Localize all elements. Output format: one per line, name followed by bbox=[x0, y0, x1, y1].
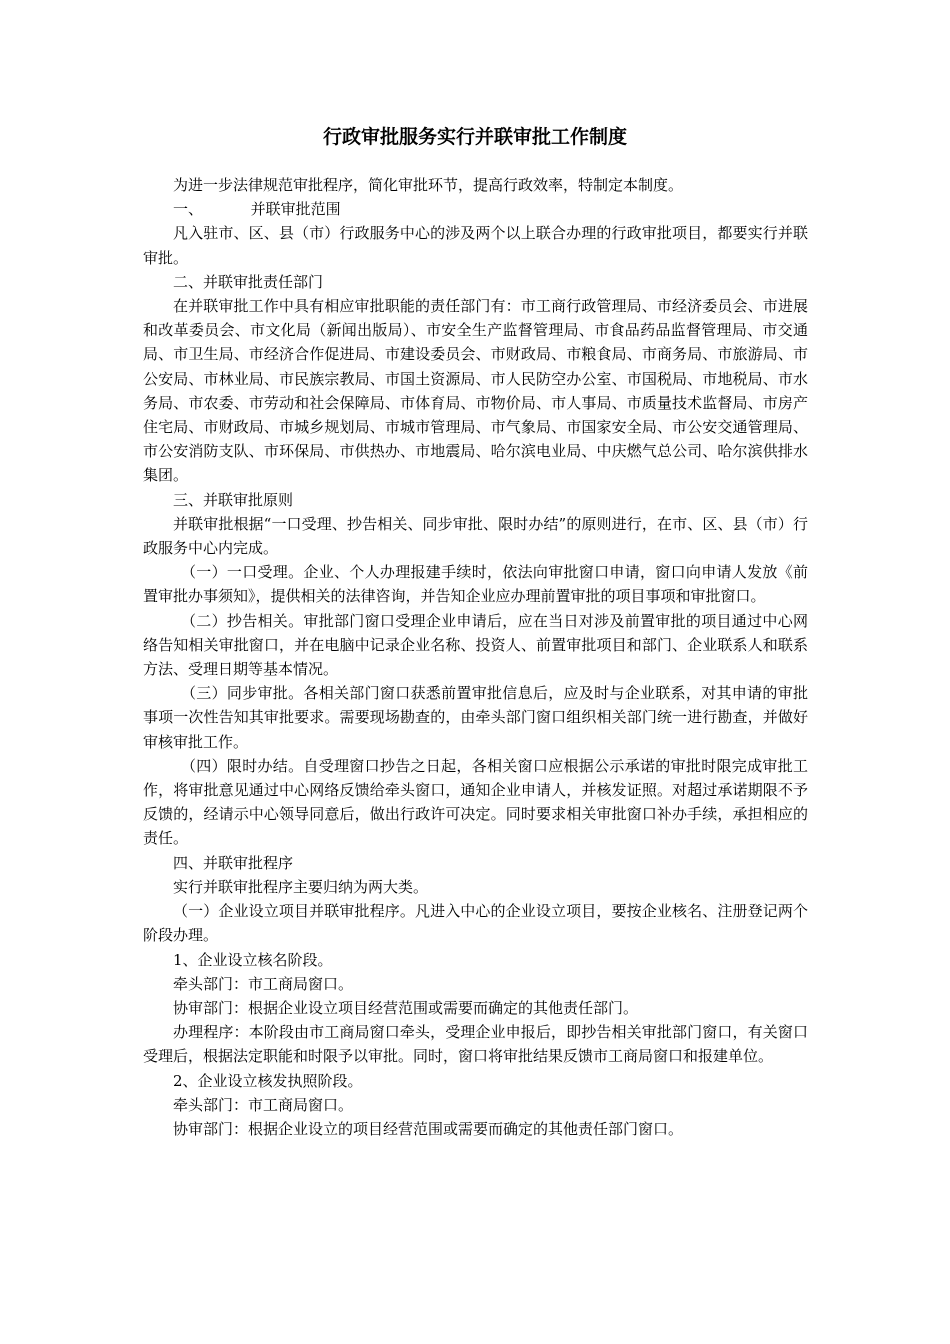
paragraph: （二）抄告相关。审批部门窗口受理企业申请后，应在当日对涉及前置审批的项目通过中心网络告知相关审批窗口，并在电脑中记录企业名称、投资人、前置审批项目和部门、企业联系人和联系方法、受理日期等基本情况。 bbox=[143, 611, 808, 679]
section-heading-2: 二、并联审批责任部门 bbox=[173, 272, 324, 291]
intro-paragraph: 为进一步法律规范审批程序，简化审批环节，提高行政效率，特制定本制度。 bbox=[173, 176, 684, 194]
document-title: 行政审批服务实行并联审批工作制度 bbox=[322, 126, 627, 148]
paragraph: 办理程序：本阶段由市工商局窗口牵头，受理企业申报后，即抄告相关审批部门窗口，有关窗口受理后，根据法定职能和时限予以审批。同时，窗口将审批结果反馈市工商局窗口和报建单位。 bbox=[143, 1023, 808, 1066]
document-body bbox=[143, 173, 808, 1141]
paragraph: （四）限时办结。自受理窗口抄告之日起，各相关窗口应根据公示承诺的审批时限完成审批工作，将审批意见通过中心网络反馈给牵头窗口，通知企业申请人，并核发证照。对超过承诺期限不予反馈的，经请示中心领导同意后，做出行政许可决定。同时要求相关审批窗口补办手续，承担相应的责任。 bbox=[143, 756, 808, 848]
paragraph: 1、企业设立核名阶段。 bbox=[173, 950, 333, 969]
paragraph: 凡入驻市、区、县（市）行政服务中心的涉及两个以上联合办理的行政审批项目，都要实行并联审批。 bbox=[143, 224, 808, 267]
paragraph: 实行并联审批程序主要归纳为两大类。 bbox=[173, 877, 429, 896]
paragraph: （三）同步审批。各相关部门窗口获悉前置审批信息后，应及时与企业联系，对其申请的审批事项一次性告知其审批要求。需要现场勘查的，由牵头部门窗口组织相关部门统一进行勘查，并做好审核审批工作。 bbox=[143, 684, 808, 751]
paragraph: （一）一口受理。企业、个人办理报建手续时，依法向审批窗口申请，窗口向申请人发放《前置审批办事须知》，提供相关的法律咨询，并告知企业应办理前置审批的项目事项和审批窗口。 bbox=[143, 563, 808, 606]
paragraph: 协审部门：根据企业设立项目经营范围或需要而确定的其他责任部门。 bbox=[173, 998, 639, 1017]
paragraph: 牵头部门：市工商局窗口。 bbox=[173, 974, 354, 993]
paragraph: 牵头部门：市工商局窗口。 bbox=[173, 1095, 354, 1114]
section-heading-1: 一、 并联审批范围 bbox=[173, 200, 341, 219]
paragraph: 并联审批根据“一口受理、抄告相关、同步审批、限时办结”的原则进行，在市、区、县（市）行政服务中心内完成。 bbox=[143, 514, 808, 558]
paragraph: （一）企业设立项目并联审批程序。凡进入中心的企业设立项目，要按企业核名、注册登记两个阶段办理。 bbox=[143, 902, 808, 945]
paragraph: 协审部门：根据企业设立的项目经营范围或需要而确定的其他责任部门窗口。 bbox=[173, 1119, 684, 1138]
paragraph: 在并联审批工作中具有相应审批职能的责任部门有：市工商行政管理局、市经济委员会、市进展和改革委员会、市文化局（新闻出版局）、市安全生产监督管理局、市食品药品监督管理局、市交通局、市卫生局、市经济合作促进局、市建设委员会、市财政局、市粮食局、市商务局、市旅游局、市公安局、市林业局、市民族宗教局、市国土资源局、市人民防空办公室、市国税局、市地税局、市水务局、市农委、市劳动和社会保障局、市体育局、市物价局、市人事局、市质量技术监督局、市房产住宅局、市财政局、市城乡规划局、市城市管理局、市气象局、市国家安全局、市公安交通管理局、市公安消防支队、市环保局、市供热办、市地震局、哈尔滨电业局、中庆燃气总公司、哈尔滨供排水集团。 bbox=[143, 297, 808, 485]
section-heading-4: 四、并联审批程序 bbox=[173, 853, 294, 872]
section-heading-3: 三、并联审批原则 bbox=[173, 490, 294, 509]
paragraph: 2、企业设立核发执照阶段。 bbox=[173, 1071, 363, 1090]
